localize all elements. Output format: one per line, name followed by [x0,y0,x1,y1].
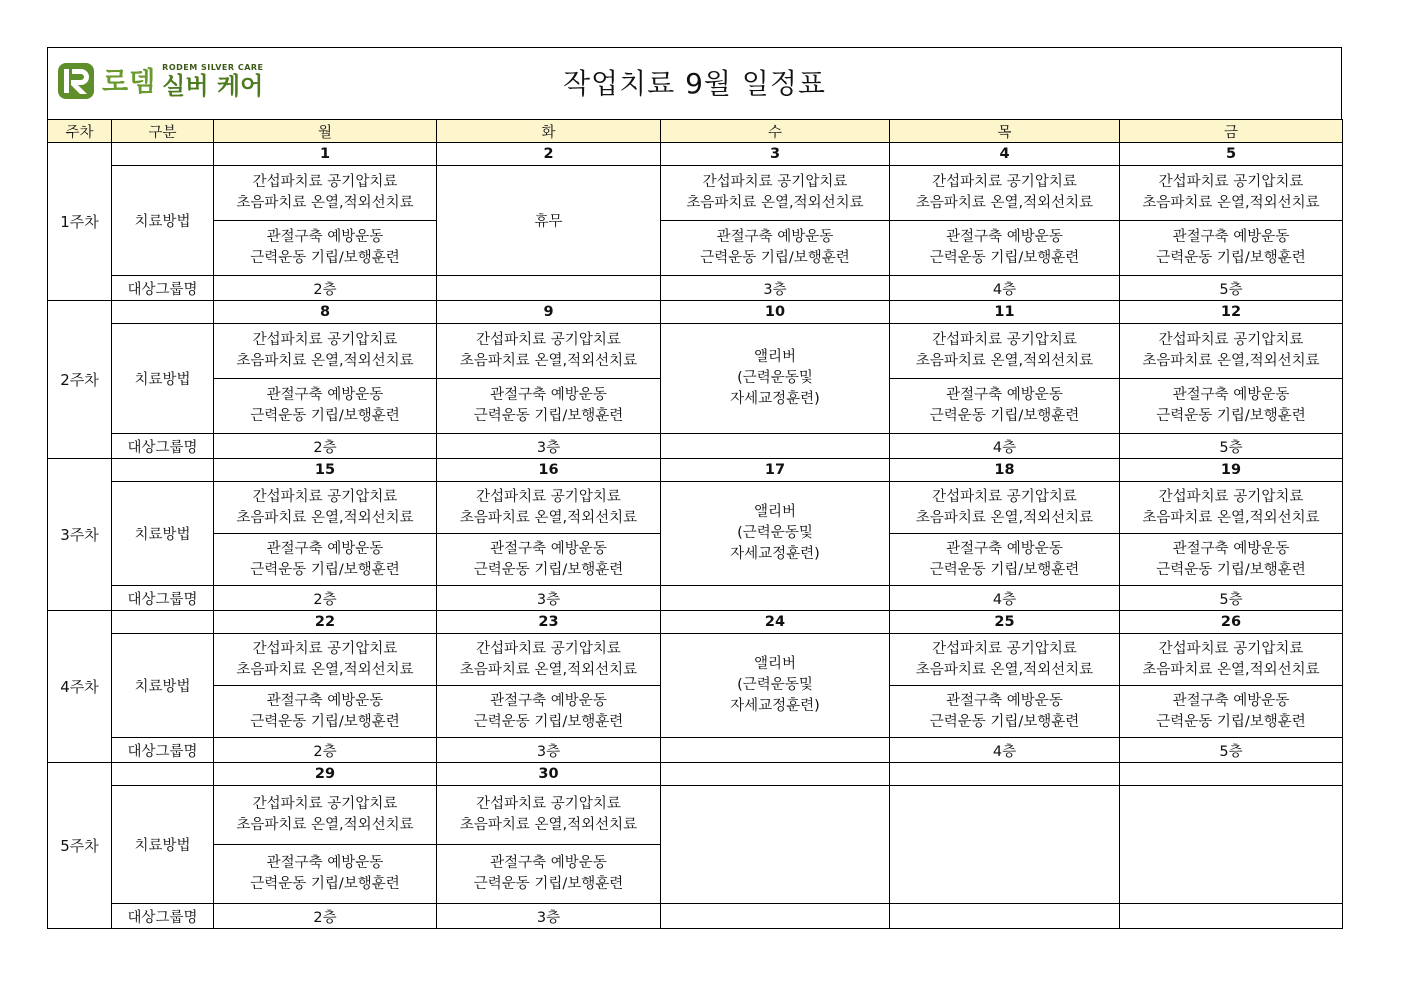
therapy-line: 관절구축 예방운동 [266,387,384,403]
therapy-line: 초음파치료 온열,적외선치료 [1142,195,1320,211]
therapy-line: 근력운동 기립/보행훈련 [929,713,1080,730]
therapy-line: 초음파치료 온열,적외선치료 [1142,661,1320,678]
group-cell: 2층 [214,586,437,611]
date-cell: 29 [214,763,437,786]
therapy-line: 근력운동 기립/보행훈련 [1156,250,1306,266]
therapy-line: 초음파치료 온열,적외선치료 [459,509,638,526]
logo-brand-sub: 실버 케어 [162,72,264,100]
therapy-line: 간섭파치료 공기압치료 [476,488,621,505]
elliver-line: 자세교정훈련) [730,391,820,407]
date-cell [890,763,1120,786]
date-row [48,301,1343,324]
therapy-cell [1120,482,1343,534]
date-cell: 23 [437,611,661,634]
therapy-cell [437,845,661,904]
group-cell [890,904,1120,929]
empty-cell [890,786,1120,904]
therapy-line: 초음파치료 온열,적외선치료 [236,509,414,526]
method-label: 치료방법 [112,166,214,276]
date-cell: 15 [214,459,437,482]
group-cell: 2층 [214,904,437,929]
therapy-line: 관절구축 예방운동 [490,387,607,403]
therapy-line: 간섭파치료 공기압치료 [932,488,1077,505]
method-label: 치료방법 [112,324,214,434]
therapy-line: 간섭파치료 공기압치료 [932,640,1077,657]
therapy-cell [1120,166,1343,221]
group-cell: 3층 [437,738,661,763]
therapy-cell [890,221,1120,276]
therapy-cell [214,166,437,221]
group-cell: 4층 [890,586,1120,611]
group-row [48,738,1343,763]
date-cell: 4 [890,143,1120,166]
group-cell: 2층 [214,276,437,301]
date-cell: 16 [437,459,661,482]
elliver-cell [661,324,890,434]
method-row [48,786,1343,845]
therapy-cell [437,634,661,686]
page-title: 작업치료 9월 일정표 [562,67,826,100]
date-cell: 25 [890,611,1120,634]
date-row [48,611,1343,634]
therapy-line: 간섭파치료 공기압치료 [252,488,398,505]
header-category: 구분 [112,120,214,143]
group-label: 대상그룹명 [112,904,214,929]
sheet-header [47,47,1342,119]
therapy-cell [214,534,437,586]
group-cell: 4층 [890,434,1120,459]
date-cell: 12 [1120,301,1343,324]
date-cell [661,763,890,786]
elliver-line: (근력운동및 [737,370,813,386]
group-cell [661,904,890,929]
therapy-cell [890,324,1120,379]
therapy-line: 간섭파치료 공기압치료 [476,796,621,812]
method-row [48,634,1343,686]
therapy-line: 간섭파치료 공기압치료 [476,640,621,657]
logo-brand-en: RODEM SILVER CARE [162,63,264,72]
header-mon: 월 [214,120,437,143]
date-cell: 30 [437,763,661,786]
week-label: 1주차 [48,143,112,301]
therapy-line: 간섭파치료 공기압치료 [252,174,398,190]
therapy-cell [1120,686,1343,738]
empty-cell [661,786,890,904]
therapy-cell [890,634,1120,686]
date-row-blank [112,611,214,634]
therapy-line: 간섭파치료 공기압치료 [1158,174,1304,190]
therapy-line: 관절구축 예방운동 [1172,540,1290,557]
group-cell: 3층 [437,586,661,611]
therapy-line: 관절구축 예방운동 [716,229,834,245]
group-row [48,276,1343,301]
therapy-line: 관절구축 예방운동 [266,692,384,709]
therapy-line: 관절구축 예방운동 [1172,229,1290,245]
group-label: 대상그룹명 [112,434,214,459]
therapy-cell [1120,634,1343,686]
therapy-line: 관절구축 예방운동 [266,540,384,557]
group-cell: 4층 [890,276,1120,301]
group-cell: 2층 [214,738,437,763]
header-row [48,120,1343,143]
date-row [48,143,1343,166]
therapy-cell [214,786,437,845]
date-cell: 2 [437,143,661,166]
week-label: 3주차 [48,459,112,611]
group-cell [437,276,661,301]
schedule-body [48,143,1343,929]
therapy-line: 간섭파치료 공기압치료 [252,796,398,812]
therapy-line: 근력운동 기립/보행훈련 [1156,408,1306,424]
therapy-cell [214,686,437,738]
therapy-line: 초음파치료 온열,적외선치료 [686,195,864,211]
therapy-line: 초음파치료 온열,적외선치료 [915,195,1094,211]
therapy-line: 간섭파치료 공기압치료 [252,332,398,348]
method-row [48,324,1343,379]
therapy-line: 근력운동 기립/보행훈련 [700,250,850,266]
therapy-line: 관절구축 예방운동 [266,855,384,871]
method-row [48,482,1343,534]
date-cell: 10 [661,301,890,324]
therapy-line: 관절구축 예방운동 [266,229,384,245]
week-label: 4주차 [48,611,112,763]
group-cell: 5층 [1120,586,1343,611]
therapy-cell [661,166,890,221]
group-row [48,904,1343,929]
elliver-line: 앨리버 [753,504,797,520]
elliver-cell [661,634,890,738]
date-cell: 17 [661,459,890,482]
therapy-line: 근력운동 기립/보행훈련 [929,561,1080,578]
group-cell [661,738,890,763]
therapy-cell [437,686,661,738]
therapy-cell [890,379,1120,434]
header-week: 주차 [48,120,112,143]
therapy-line: 근력운동 기립/보행훈련 [250,250,400,266]
elliver-line: 앨리버 [753,349,797,365]
schedule-table [47,119,1343,929]
group-cell: 2층 [214,434,437,459]
date-cell: 22 [214,611,437,634]
therapy-line: 근력운동 기립/보행훈련 [250,561,400,578]
date-row-blank [112,763,214,786]
week-label: 5주차 [48,763,112,929]
therapy-cell [1120,324,1343,379]
holiday-cell [437,166,661,276]
header-tue: 화 [437,120,661,143]
date-cell [1120,763,1343,786]
therapy-cell [437,786,661,845]
group-cell: 3층 [437,434,661,459]
group-cell: 5층 [1120,738,1343,763]
therapy-line: 초음파치료 온열,적외선치료 [459,661,638,678]
therapy-line: 근력운동 기립/보행훈련 [929,250,1080,266]
therapy-line: 관절구축 예방운동 [946,540,1063,557]
week-label: 2주차 [48,301,112,459]
therapy-line: 근력운동 기립/보행훈련 [250,876,400,892]
therapy-cell [437,379,661,434]
therapy-line: 근력운동 기립/보행훈련 [1156,713,1306,730]
therapy-cell [437,534,661,586]
elliver-line: 앨리버 [753,656,797,672]
date-cell: 8 [214,301,437,324]
therapy-cell [890,686,1120,738]
group-cell: 5층 [1120,276,1343,301]
elliver-line: (근력운동및 [737,677,813,693]
therapy-line: 초음파치료 온열,적외선치료 [236,353,414,369]
therapy-line: 근력운동 기립/보행훈련 [250,713,400,730]
date-cell: 9 [437,301,661,324]
therapy-line: 간섭파치료 공기압치료 [1158,488,1304,505]
therapy-cell [214,845,437,904]
therapy-line: 초음파치료 온열,적외선치료 [915,661,1094,678]
header-thu: 목 [890,120,1120,143]
therapy-line: 초음파치료 온열,적외선치료 [1142,353,1320,369]
group-row [48,586,1343,611]
therapy-cell [214,634,437,686]
therapy-line: 초음파치료 온열,적외선치료 [459,353,638,369]
therapy-line: 근력운동 기립/보행훈련 [1156,561,1306,578]
therapy-line: 초음파치료 온열,적외선치료 [236,817,414,833]
group-cell: 3층 [661,276,890,301]
therapy-line: 간섭파치료 공기압치료 [1158,332,1304,348]
therapy-line: 초음파치료 온열,적외선치료 [915,509,1094,526]
therapy-line: 초음파치료 온열,적외선치료 [459,817,638,833]
date-row-blank [112,143,214,166]
therapy-cell [214,482,437,534]
therapy-line: 간섭파치료 공기압치료 [1158,640,1304,657]
therapy-cell [890,534,1120,586]
elliver-line: 자세교정훈련) [730,546,820,562]
method-label: 치료방법 [112,482,214,586]
therapy-line: 근력운동 기립/보행훈련 [473,713,624,730]
therapy-cell [214,324,437,379]
group-row [48,434,1343,459]
date-cell: 24 [661,611,890,634]
therapy-cell [661,221,890,276]
therapy-line: 근력운동 기립/보행훈련 [473,408,624,424]
group-cell: 3층 [437,904,661,929]
method-row [48,221,1343,276]
therapy-line: 초음파치료 온열,적외선치료 [236,195,414,211]
elliver-line: 자세교정훈련) [730,698,820,714]
empty-cell [1120,786,1343,904]
header-fri: 금 [1120,120,1343,143]
group-label: 대상그룹명 [112,738,214,763]
therapy-line: 근력운동 기립/보행훈련 [929,408,1080,424]
elliver-line: (근력운동및 [737,525,813,541]
date-row [48,459,1343,482]
therapy-line: 관절구축 예방운동 [490,855,607,871]
therapy-cell [214,221,437,276]
holiday-label: 휴무 [534,214,563,230]
therapy-cell [890,482,1120,534]
date-cell: 26 [1120,611,1343,634]
logo-brand-ko: 로뎀 [102,67,157,98]
date-cell: 18 [890,459,1120,482]
therapy-cell [890,166,1120,221]
therapy-cell [437,324,661,379]
method-label: 치료방법 [112,634,214,738]
therapy-cell [214,379,437,434]
elliver-cell [661,482,890,586]
therapy-cell [1120,379,1343,434]
therapy-cell [1120,534,1343,586]
group-cell [1120,904,1343,929]
group-cell [661,434,890,459]
date-cell: 5 [1120,143,1343,166]
therapy-line: 간섭파치료 공기압치료 [932,174,1077,190]
therapy-line: 관절구축 예방운동 [946,387,1063,403]
date-row [48,763,1343,786]
therapy-line: 간섭파치료 공기압치료 [702,174,848,190]
header-wed: 수 [661,120,890,143]
therapy-line: 관절구축 예방운동 [1172,387,1290,403]
therapy-line: 간섭파치료 공기압치료 [932,332,1077,348]
therapy-line: 초음파치료 온열,적외선치료 [1142,509,1320,526]
therapy-line: 근력운동 기립/보행훈련 [473,876,624,892]
date-cell: 19 [1120,459,1343,482]
therapy-cell [1120,221,1343,276]
therapy-line: 근력운동 기립/보행훈련 [250,408,400,424]
therapy-line: 관절구축 예방운동 [1172,692,1290,709]
date-row-blank [112,301,214,324]
therapy-line: 근력운동 기립/보행훈련 [473,561,624,578]
therapy-line: 관절구축 예방운동 [490,540,607,557]
group-label: 대상그룹명 [112,276,214,301]
therapy-line: 관절구축 예방운동 [490,692,607,709]
therapy-line: 간섭파치료 공기압치료 [252,640,398,657]
group-cell: 5층 [1120,434,1343,459]
method-label: 치료방법 [112,786,214,904]
schedule-sheet [47,47,1342,929]
group-cell: 4층 [890,738,1120,763]
therapy-line: 간섭파치료 공기압치료 [476,332,621,348]
method-row [48,166,1343,221]
date-row-blank [112,459,214,482]
group-label: 대상그룹명 [112,586,214,611]
date-cell: 1 [214,143,437,166]
group-cell [661,586,890,611]
date-cell: 11 [890,301,1120,324]
therapy-cell [437,482,661,534]
therapy-line: 초음파치료 온열,적외선치료 [915,353,1094,369]
therapy-line: 관절구축 예방운동 [946,229,1063,245]
therapy-line: 초음파치료 온열,적외선치료 [236,661,414,678]
therapy-line: 관절구축 예방운동 [946,692,1063,709]
date-cell: 3 [661,143,890,166]
